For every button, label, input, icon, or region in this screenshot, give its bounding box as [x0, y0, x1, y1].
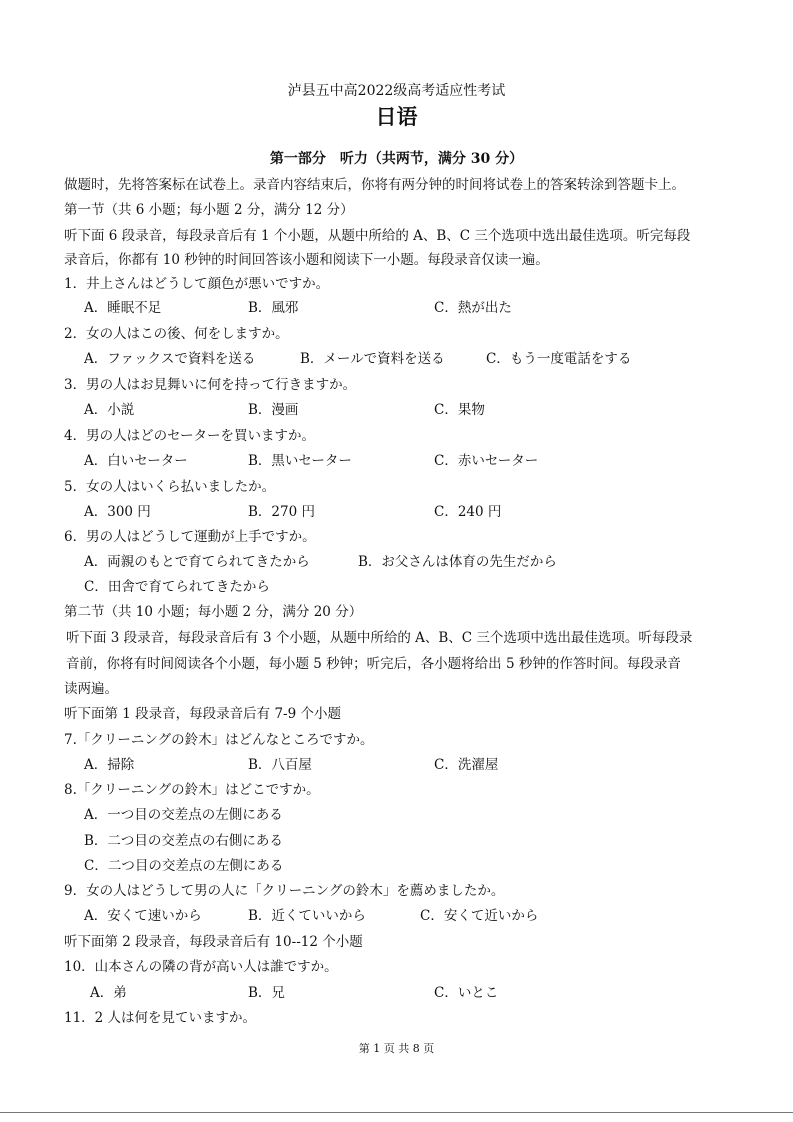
question-5-stem: 5．女の人はいくら払いましたか。: [64, 479, 276, 495]
question-7-option-c: C．洗濯屋: [434, 757, 499, 773]
question-3-option-a: A．小説: [84, 402, 135, 418]
question-5-option-a: A．300 円: [84, 504, 151, 520]
question-11-stem: 11．2 人は何を見ていますか。: [64, 1010, 257, 1026]
question-1-option-c: C．熱が出た: [434, 300, 512, 316]
question-7-stem: 7.「クリーニングの鈴木」はどんなところですか。: [64, 732, 374, 748]
question-8-option-c: C．二つ目の交差点の左側にある: [84, 858, 284, 874]
section1-heading: 第一节（共 6 小题；每小题 2 分，满分 12 分）: [64, 202, 354, 218]
page-number: 第 1 页 共 8 页: [358, 1042, 435, 1055]
section2-heading: 第二节（共 10 小题；每小题 2 分，满分 20 分）: [64, 604, 363, 620]
question-10-option-c: C．いとこ: [434, 985, 499, 1001]
question-4-option-a: A．白いセーター: [84, 453, 188, 469]
question-8-option-a: A．一つ目の交差点の左側にある: [84, 807, 283, 823]
question-6-option-c: C．田舎で育てられてきたから: [84, 579, 270, 595]
question-4-stem: 4．男の人はどのセーターを買いますか。: [64, 428, 316, 444]
question-10-option-a: A．弟: [90, 985, 127, 1001]
question-4-option-b: B．黒いセーター: [248, 453, 352, 469]
question-10-option-b: B．兄: [248, 985, 285, 1001]
question-2-option-a: A．ファックスで資料を送る: [84, 351, 256, 367]
question-9-stem: 9．女の人はどうして男の人に「クリーニングの鈴木」を薦めましたか。: [64, 883, 505, 899]
section2-instructions-line2: 音前，你将有时间阅读各个小题，每小题 5 秒钟；听完后，各小题将给出 5 秒钟的作答时间。每段录音: [66, 656, 681, 672]
question-3-option-b: B．漫画: [248, 402, 299, 418]
section2-instructions-line1: 听下面 3 段录音，每段录音后有 3 个小题，从题中所给的 A、B、C 三个选项中选出最佳选项。听每段录: [66, 630, 693, 646]
question-9-option-b: B．近くていいから: [248, 908, 366, 924]
subject-title: 日语: [375, 105, 418, 129]
question-5-option-c: C．240 円: [434, 504, 502, 520]
question-9-option-a: A．安くて速いから: [84, 908, 202, 924]
question-7-option-b: B．八百屋: [248, 757, 312, 773]
question-9-option-c: C．安くて近いから: [420, 908, 539, 924]
part1-heading: 第一部分 听力（共两节，满分 30 分）: [269, 151, 524, 167]
question-1-option-a: A．睡眠不足: [84, 300, 162, 316]
question-2-stem: 2．女の人はこの後、何をしますか。: [64, 326, 289, 342]
section2-instructions-line3: 读两遍。: [64, 681, 118, 697]
question-10-stem: 10．山本さんの隣の背が高い人は誰ですか。: [64, 959, 338, 975]
question-3-option-c: C．果物: [434, 402, 485, 418]
question-1-stem: 1．井上さんはどうして顔色が悪いですか。: [64, 276, 330, 292]
question-4-option-c: C．赤いセーター: [434, 453, 539, 469]
question-8-stem: 8.「クリーニングの鈴木」はどこですか。: [64, 782, 320, 798]
question-6-option-b: B．お父さんは体育の先生だから: [358, 554, 557, 570]
question-6-option-a: A．両親のもとで育てられてきたから: [84, 554, 310, 570]
question-5-option-b: B．270 円: [248, 504, 315, 520]
question-8-option-b: B．二つ目の交差点の右側にある: [84, 833, 283, 849]
section1-instructions-line2: 录音后，你都有 10 秒钟的时间回答该小题和阅读下一小题。每段录音仅读一遍。: [64, 252, 549, 268]
exam-title: 泸县五中高2022级高考适应性考试: [287, 83, 506, 99]
section1-instructions-line1: 听下面 6 段录音，每段录音后有 1 个小题，从题中所给的 A、B、C 三个选项中选出最佳选项。听完每段: [64, 228, 691, 244]
segment-1-heading: 听下面第 1 段录音，每段录音后有 7-9 个小题: [64, 706, 341, 722]
segment-2-heading: 听下面第 2 段录音，每段录音后有 10--12 个小题: [64, 934, 363, 950]
general-instructions: 做题时，先将答案标在试卷上。录音内容结束后，你将有两分钟的时间将试卷上的答案转涂到答题卡上。: [64, 177, 685, 193]
question-3-stem: 3．男の人はお見舞いに何を持って行きますか。: [64, 377, 357, 393]
question-2-option-c: C．もう一度電話をする: [486, 351, 632, 367]
page-bottom-rule: [0, 1112, 793, 1113]
question-7-option-a: A．掃除: [84, 757, 135, 773]
question-1-option-b: B．風邪: [248, 300, 299, 316]
question-2-option-b: B．メールで資料を送る: [300, 351, 445, 367]
question-6-stem: 6．男の人はどうして運動が上手ですか。: [64, 529, 316, 545]
